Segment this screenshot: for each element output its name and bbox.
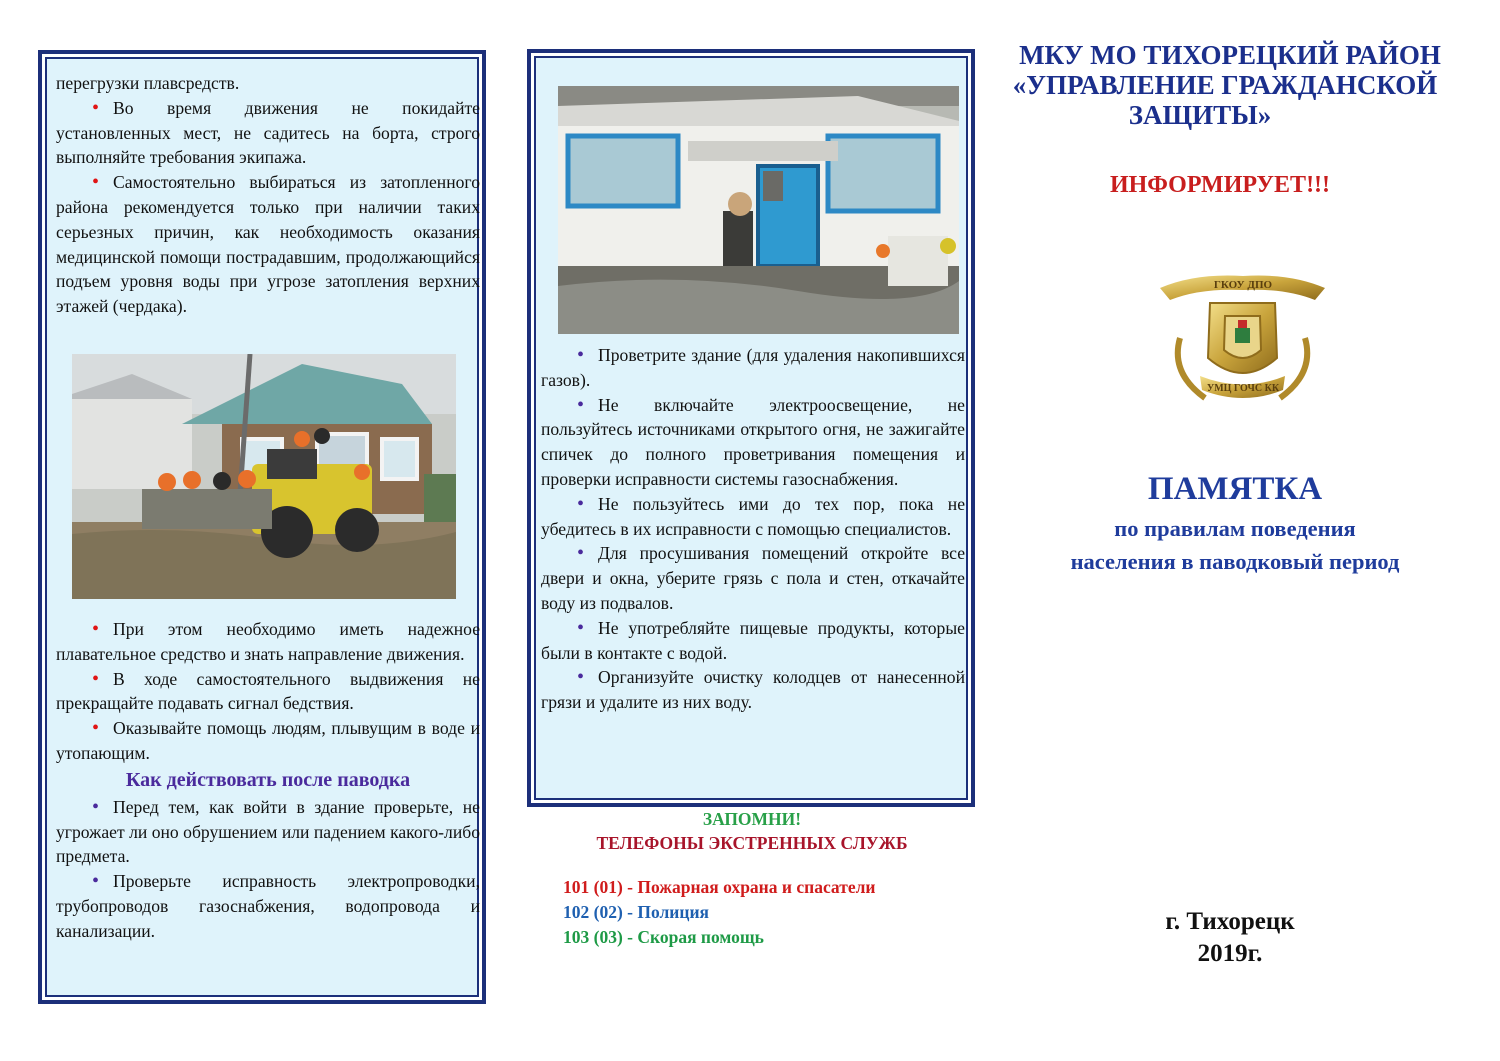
memo-title: ПАМЯТКА — [1147, 471, 1323, 507]
middle-text — [541, 343, 965, 715]
emergency-title: ТЕЛЕФОНЫ ЭКСТРЕННЫХ СЛУЖБ — [596, 833, 908, 853]
org-line-2: «УПРАВЛЕНИЕ ГРАЖДАНСКОЙ — [1012, 70, 1438, 100]
phone-ambulance: 103 (03) - Скорая помощь — [563, 927, 764, 947]
org-line-3: ЗАЩИТЫ» — [1128, 100, 1272, 130]
left-text-top — [56, 71, 480, 319]
footer-location — [1100, 906, 1360, 970]
remember-label: ЗАПОМНИ! — [702, 809, 802, 829]
bullet-paragraph: • Оказывайте помощь людям, плывущим в воде и утопающим. — [56, 716, 480, 766]
emblem-top-text: ГКОУ ДПО — [1213, 279, 1273, 291]
memo-subtitle-line-2: населения в паводковый период — [1070, 549, 1400, 574]
emergency-phones — [528, 807, 976, 957]
memo-subtitle-line-1: по правилам поведения — [1114, 516, 1356, 541]
bullet-paragraph: • Не включайте электроосвещение, не пользуйтесь источниками открытого огня, не зажигайте спичек до полного проветривания помещения и проверки исправности системы газоснабжения. — [541, 393, 965, 492]
bullet-paragraph: • Для просушивания помещений откройте все двери и окна, уберите грязь с пола и стен, откачайте воду из подвалов. — [541, 541, 965, 615]
bullet-paragraph: • При этом необходимо иметь надежное плавательное средство и знать направление движения. — [56, 617, 480, 667]
bullet-paragraph: • Проветрите здание (для удаления накопившихся газов). — [541, 343, 965, 393]
section-heading: Как действовать после паводка — [125, 768, 411, 791]
city: г. Тихорецк — [1165, 908, 1295, 935]
left-panel — [38, 50, 486, 1004]
bullet-paragraph: • В ходе самостоятельного выдвижения не прекращайте подавать сигнал бедствия. — [56, 667, 480, 717]
flooded-house-photo — [558, 86, 959, 334]
memo-subtitle — [1000, 512, 1470, 578]
bullet-paragraph: • Не пользуйтесь ими до тех пор, пока не убедитесь в их исправности с помощью специалистов. — [541, 492, 965, 542]
bullet-paragraph: • Самостоятельно выбираться из затопленного района рекомендуется только при наличии таких серьезных причин, как необходимость оказания медицинской помощи пострадавшим, продолжающийся подъем уровня воды при угрозе затопления верхних этажей (чердака). — [56, 170, 480, 319]
org-header — [990, 40, 1470, 130]
bullet-paragraph: • Перед тем, как войти в здание проверьте, не угрожает ли оно обрушением или падением какого-либо предмета. — [56, 795, 480, 869]
phone-fire: 101 (01) - Пожарная охрана и спасатели — [563, 877, 876, 897]
emblem-icon — [1155, 258, 1330, 408]
paragraph: перегрузки плавсредств. — [56, 73, 240, 93]
bullet-paragraph: • Не употребляйте пищевые продукты, которые были в контакте с водой. — [541, 616, 965, 666]
year: 2019г. — [1197, 940, 1263, 967]
emblem — [1155, 258, 1330, 408]
bullet-paragraph: • Организуйте очистку колодцев от нанесенной грязи и удалите из них воду. — [541, 665, 965, 715]
bullet-paragraph: • Во время движения не покидайте установленных мест, не садитесь на борта, строго выполняйте требования экипажа. — [56, 96, 480, 170]
informs-label: ИНФОРМИРУЕТ!!! — [1109, 172, 1331, 198]
org-line-1: МКУ МО ТИХОРЕЦКИЙ РАЙОН — [1019, 40, 1441, 70]
bullet-paragraph: • Проверьте исправность электропроводки, трубопроводов газоснабжения, водопровода и канализации. — [56, 869, 480, 943]
phone-police: 102 (02) - Полиция — [563, 902, 710, 922]
middle-panel — [527, 49, 975, 807]
emblem-bottom-text: УМЦ ГОЧС КК — [1206, 383, 1280, 394]
flood-rescue-photo — [72, 354, 456, 599]
left-text-bottom — [56, 617, 480, 944]
